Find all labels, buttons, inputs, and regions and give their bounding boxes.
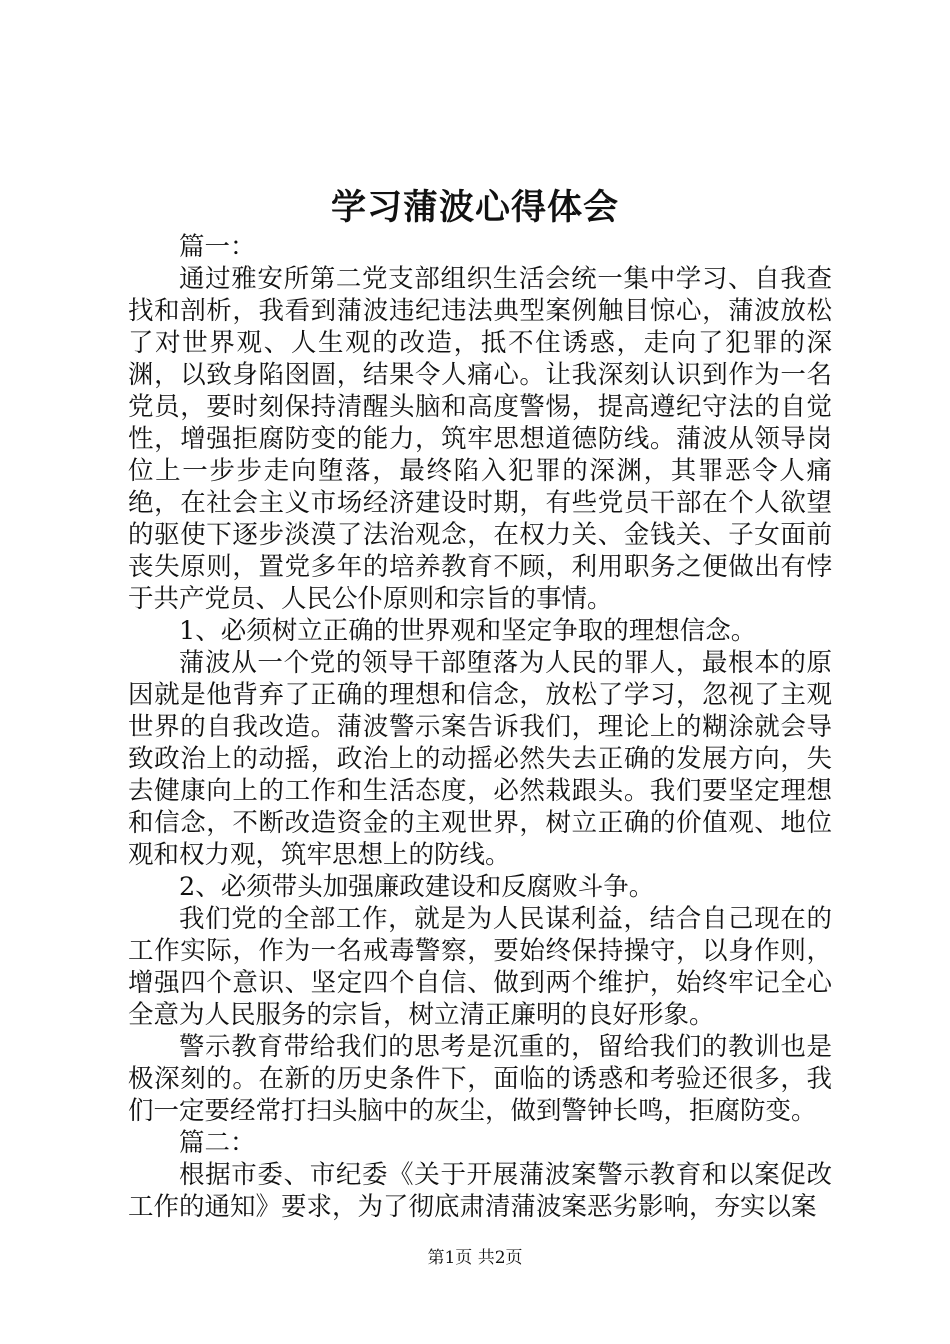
body-paragraph: 通过雅安所第二党支部组织生活会统一集中学习、自我查找和剖析，我看到蒲波违纪违法典型案例触目惊心，蒲波放松了对世界观、人生观的改造，抵不住诱惑，走向了犯罪的深渊，以致身陷囹圄，结果令人痛心。让我深刻认识到作为一名党员，要时刻保持清醒头脑和高度警惕，提高遵纪守法的自觉性，增强拒腐防变的能力，筑牢思想道德防线。蒲波从领导岗位上一步步走向堕落，最终陷入犯罪的深渊，其罪恶令人痛绝，在社会主义市场经济建设时期，有些党员干部在个人欲望的驱使下逐步淡漠了法治观念，在权力关、金钱关、子女面前丧失原则，置党多年的培养教育不顾，利用职务之便做出有悖于共产党员、人民公仆原则和宗旨的事情。	[128, 264, 832, 614]
body-paragraph: 蒲波从一个党的领导干部堕落为人民的罪人，最根本的原因就是他背弃了正确的理想和信念，放松了学习，忽视了主观世界的自我改造。蒲波警示案告诉我们，理论上的糊涂就会导致政治上的动摇，政治上的动摇必然失去正确的发展方向，失去健康向上的工作和生活态度，必然栽跟头。我们要坚定理想和信念，不断改造资金的主观世界，树立正确的价值观、地位观和权力观，筑牢思想上的防线。	[128, 648, 832, 870]
body-paragraph: 根据市委、市纪委《关于开展蒲波案警示教育和以案促改工作的通知》要求，为了彻底肃清蒲波案恶劣影响，夯实以案	[128, 1160, 832, 1222]
page-number-footer: 第1页 共2页	[427, 1248, 523, 1268]
numbered-point: 2、必须带头加强廉政建设和反腐败斗争。	[179, 872, 655, 902]
document-body	[128, 231, 832, 1223]
body-paragraph: 我们党的全部工作，就是为人民谋利益，结合自己现在的工作实际，作为一名戒毒警察，要始终保持操守，以身作则，增强四个意识、坚定四个自信、做到两个维护，始终牢记全心全意为人民服务的宗旨，树立清正廉明的良好形象。	[128, 904, 832, 1030]
document-title: 学习蒲波心得体会	[330, 187, 619, 228]
section-heading: 篇一：	[179, 232, 256, 262]
numbered-point: 1、必须树立正确的世界观和坚定争取的理想信念。	[179, 616, 757, 646]
section-heading: 篇二：	[179, 1128, 256, 1158]
body-paragraph: 警示教育带给我们的思考是沉重的，留给我们的教训也是极深刻的。在新的历史条件下，面临的诱惑和考验还很多，我们一定要经常打扫头脑中的灰尘，做到警钟长鸣，拒腐防变。	[128, 1032, 832, 1126]
